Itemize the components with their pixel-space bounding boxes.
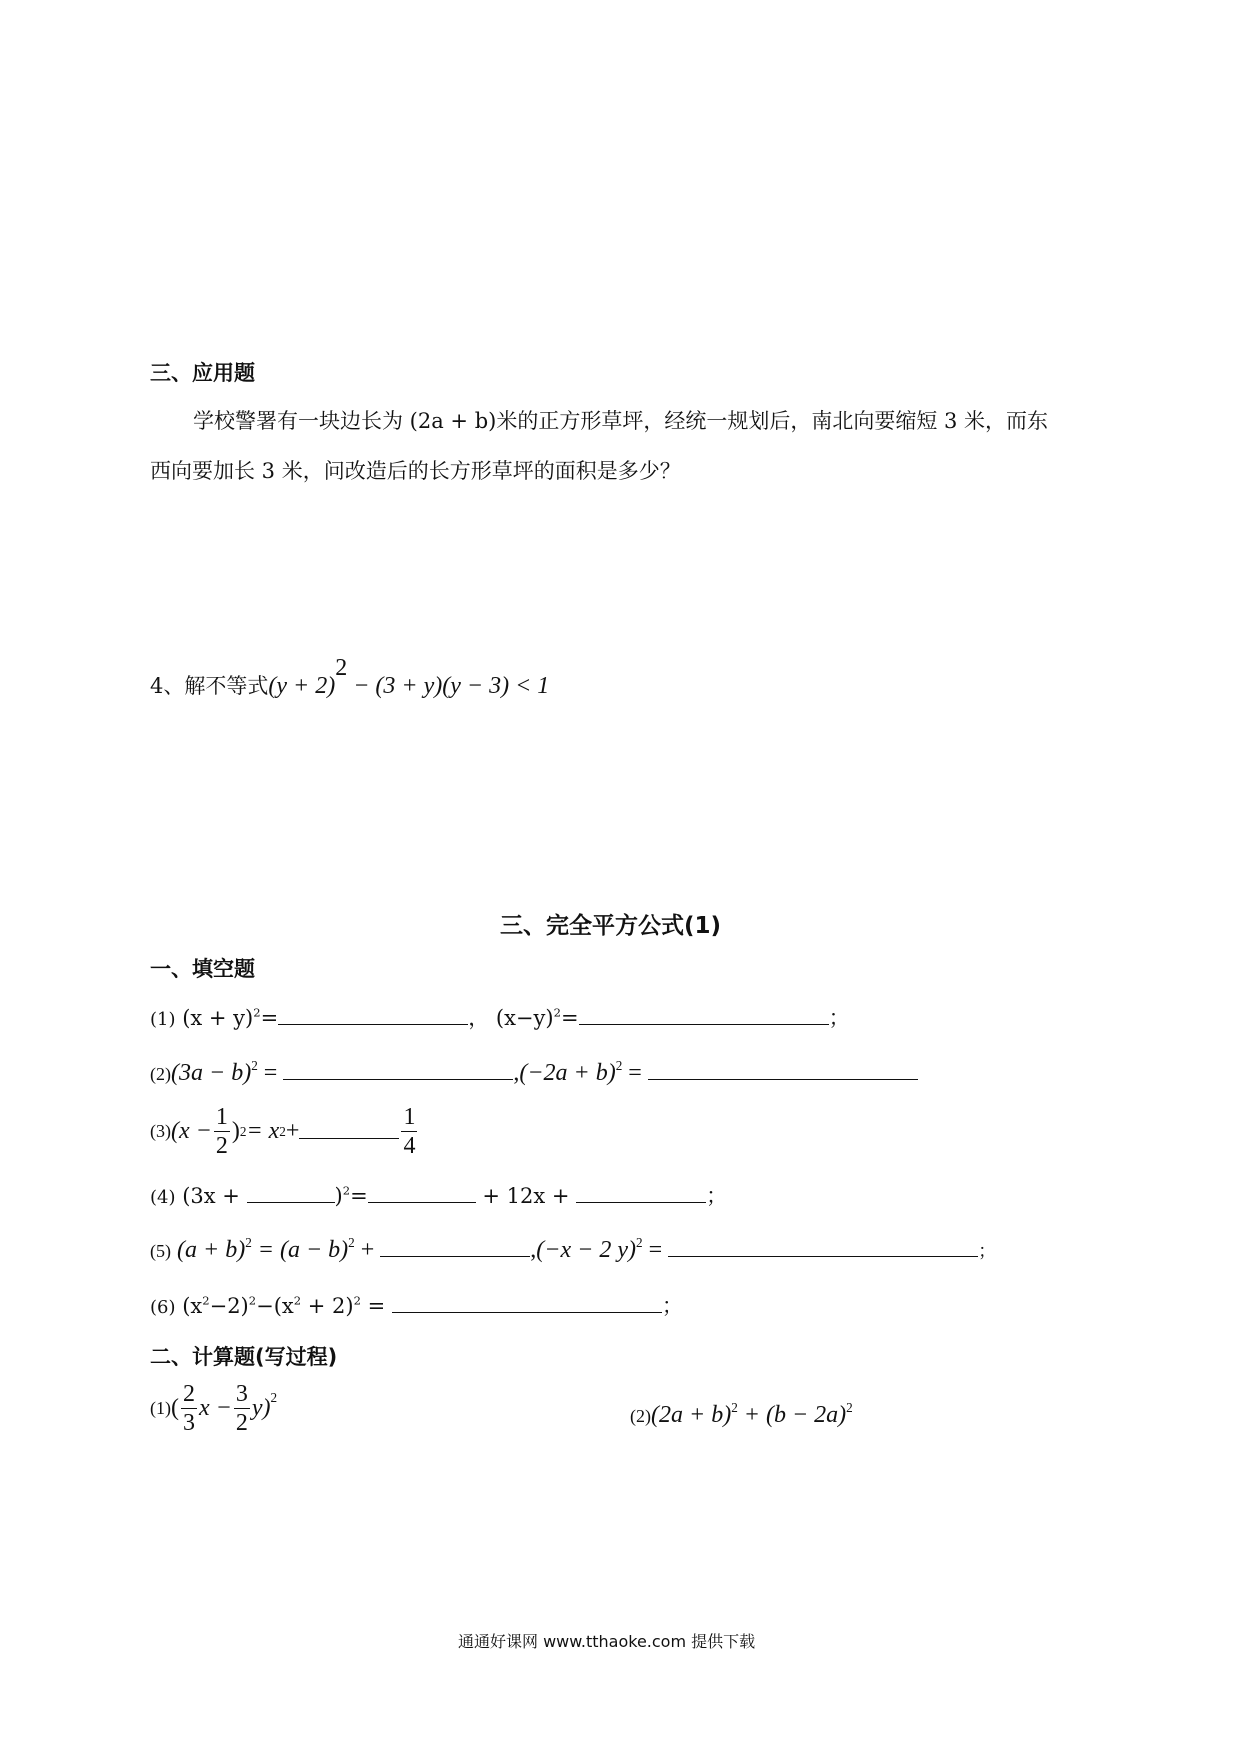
equals: =	[622, 1059, 648, 1086]
answer-blank[interactable]	[576, 1201, 706, 1203]
problem-number: (5)	[150, 1240, 171, 1261]
calc-problem-2	[630, 1400, 853, 1429]
numerator: 2	[183, 1381, 195, 1407]
equals: =	[360, 1294, 392, 1318]
problem-number: (1)	[150, 1009, 176, 1030]
calc-heading: 二、计算题(写过程)	[150, 1345, 338, 1369]
fill-problem-2	[150, 1058, 918, 1087]
exponent: 2	[731, 1400, 738, 1415]
plus: +	[354, 1236, 381, 1263]
problem-number: (1)	[150, 1398, 171, 1418]
equals: =	[350, 1184, 368, 1208]
exponent: 2	[251, 1058, 258, 1073]
expr-a: (3x +	[182, 1184, 247, 1208]
open-paren: (	[171, 1395, 179, 1421]
answer-blank[interactable]	[380, 1255, 530, 1257]
equals: =	[642, 1236, 669, 1263]
exponent: 2	[248, 1293, 257, 1308]
answer-blank[interactable]	[283, 1078, 513, 1080]
question-4-label: 4、解不等式	[150, 674, 269, 698]
expr-a: (x + y)	[182, 1006, 254, 1030]
fraction-one-quarter	[401, 1105, 417, 1158]
exponent: 2	[553, 1005, 561, 1020]
end-mark: ；	[978, 1240, 997, 1261]
exponent: 2	[342, 1183, 351, 1198]
problem-number: (6)	[150, 1297, 176, 1318]
fill-problem-4	[150, 1180, 727, 1210]
expr-b: (x−y)	[495, 1006, 554, 1030]
answer-blank[interactable]	[368, 1201, 476, 1203]
expr-b: + (b − 2a)	[737, 1401, 847, 1428]
question-4	[150, 655, 549, 700]
fraction-three-halves	[234, 1382, 250, 1435]
close-paren: )	[334, 1184, 343, 1208]
exponent: 2	[245, 1235, 252, 1250]
question-4-expr-a: (y + 2)	[268, 673, 336, 699]
answer-blank[interactable]	[299, 1137, 399, 1139]
answer-blank[interactable]	[579, 1023, 829, 1025]
expr-b: (−2a + b)	[519, 1059, 616, 1086]
answer-blank[interactable]	[392, 1311, 662, 1313]
equals: =	[560, 1006, 579, 1030]
exponent: 2	[239, 1123, 247, 1139]
denominator: 2	[215, 1133, 228, 1159]
open-paren: (x −	[171, 1118, 212, 1144]
end-mark: ；	[828, 1006, 850, 1030]
problem-number: (2)	[150, 1063, 171, 1084]
exponent: 2	[635, 1235, 643, 1250]
expr-mid: = (a − b)	[251, 1236, 349, 1263]
exponent: 2	[348, 1235, 355, 1250]
section-heading-application: 三、应用题	[150, 361, 255, 385]
expr-a-rest: −2)	[209, 1294, 249, 1318]
minus-term: −(x	[256, 1294, 294, 1318]
expr-a: (x	[182, 1294, 203, 1318]
problem-number: (3)	[150, 1121, 171, 1141]
exponent: 2	[846, 1400, 853, 1415]
fraction-two-thirds	[181, 1382, 197, 1435]
expr-a: (3a − b)	[171, 1059, 252, 1086]
exponent: 2	[615, 1058, 623, 1073]
question-4-expr-b: − (3 + y)(y − 3) < 1	[347, 673, 550, 699]
expr-b-rest: + 2)	[301, 1294, 354, 1318]
numerator: 1	[403, 1104, 416, 1130]
separator: ，	[468, 1006, 490, 1030]
expr-b: (−x − 2 y)	[536, 1236, 636, 1263]
calc-problem-1	[150, 1382, 277, 1435]
equals: =	[260, 1006, 279, 1030]
denominator: 2	[235, 1410, 248, 1436]
problem-text-line-2: 西向要加长 3 米，问改造后的长方形草坪的面积是多少？	[150, 459, 681, 483]
fill-problem-3	[150, 1105, 419, 1158]
term-x: x −	[199, 1395, 232, 1421]
denominator: 3	[183, 1410, 195, 1436]
problem-text-line-1: 学校警署有一块边长为 (2a + b)米的正方形草坪，经统一规划后，南北向要缩短 3 米，而东	[193, 409, 1049, 433]
answer-blank[interactable]	[278, 1023, 468, 1025]
fraction-one-half	[214, 1105, 230, 1158]
fill-blank-heading: 一、填空题	[150, 957, 255, 981]
plus-term: + 12x +	[475, 1184, 577, 1208]
numerator: 1	[215, 1104, 228, 1130]
question-4-exponent: 2	[335, 655, 348, 681]
answer-blank[interactable]	[648, 1078, 918, 1080]
exponent: 2	[279, 1123, 286, 1139]
end-mark: ；	[706, 1184, 728, 1208]
exponent: 2	[253, 1005, 261, 1020]
fill-problem-6	[150, 1290, 683, 1320]
problem-number: (2)	[630, 1405, 651, 1426]
fill-problem-1	[150, 1002, 850, 1032]
expr-a: (a + b)	[177, 1236, 246, 1263]
end-mark: ；	[661, 1294, 683, 1318]
term-y: y)	[251, 1395, 271, 1421]
equals: =	[257, 1059, 284, 1086]
denominator: 4	[403, 1133, 416, 1159]
separator: ,	[530, 1236, 537, 1263]
expr-a: (2a + b)	[651, 1401, 732, 1428]
exponent: 2	[202, 1293, 210, 1308]
footer-source: 通通好课网 www.tthaoke.com 提供下载	[458, 1632, 756, 1651]
exponent: 2	[270, 1390, 278, 1405]
numerator: 3	[235, 1381, 248, 1407]
answer-blank[interactable]	[668, 1255, 978, 1257]
exponent: 2	[293, 1293, 302, 1308]
equals-x: = x	[246, 1118, 280, 1144]
chapter-title: 三、完全平方公式(1)	[500, 913, 722, 939]
problem-number: (4)	[150, 1187, 176, 1208]
separator: ,	[513, 1059, 520, 1086]
fill-problem-5	[150, 1235, 996, 1264]
plus: +	[285, 1118, 300, 1144]
close-paren: )	[231, 1118, 240, 1144]
exponent: 2	[353, 1293, 361, 1308]
answer-blank[interactable]	[247, 1201, 335, 1203]
